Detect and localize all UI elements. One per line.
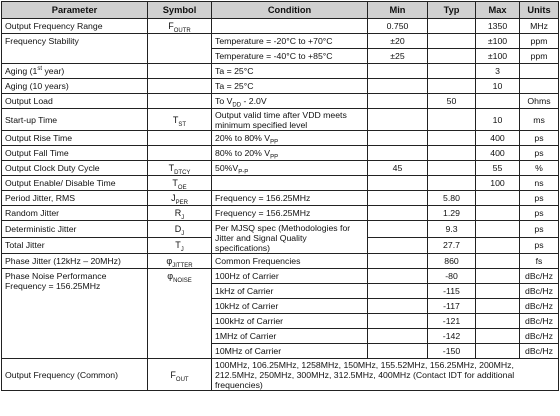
- symbol-main: D: [174, 223, 182, 234]
- symbol-sub: J: [181, 214, 185, 221]
- max-empty: [476, 314, 520, 329]
- symbol-sub: OUT: [175, 376, 189, 383]
- max-value: ±100: [476, 34, 520, 49]
- typ-value: -80: [428, 269, 476, 284]
- symbol-main: F: [170, 369, 176, 380]
- typ-value: -150: [428, 344, 476, 359]
- symbol-tdtcy: [148, 161, 212, 176]
- symbol-sub: ST: [178, 121, 187, 128]
- param-output-load: Output Load: [2, 94, 148, 109]
- typ-value: 1.29: [428, 206, 476, 221]
- max-value: 1350: [476, 19, 520, 34]
- symbol-empty: [148, 94, 212, 109]
- min-empty: [368, 206, 428, 221]
- units-value: ps: [520, 131, 559, 146]
- condition-fall-time: [212, 146, 368, 161]
- min-empty: [368, 254, 428, 269]
- param-startup-time: Start-up Time: [2, 109, 148, 131]
- symbol-tj: [148, 237, 212, 254]
- row-rise-time: [2, 131, 559, 146]
- condition-value: 100Hz of Carrier: [212, 269, 368, 284]
- row-phase-jitter: [2, 254, 559, 269]
- param-text-post: year): [42, 66, 65, 76]
- param-phase-noise: Phase Noise Performance Frequency = 156.25MHz: [2, 269, 148, 359]
- units-value: dBc/Hz: [520, 269, 559, 284]
- units-value: ps: [520, 191, 559, 206]
- typ-empty: [428, 109, 476, 131]
- min-empty: [368, 329, 428, 344]
- condition-text-post: - 2.0V: [241, 96, 267, 106]
- condition-sub: DD: [232, 102, 242, 109]
- max-empty: [476, 344, 520, 359]
- units-value: ns: [520, 176, 559, 191]
- min-empty: [368, 237, 428, 254]
- param-enable-time: Output Enable/ Disable Time: [2, 176, 148, 191]
- symbol-dj: [148, 221, 212, 238]
- units-value: dBc/Hz: [520, 314, 559, 329]
- param-random-jitter: Random Jitter: [2, 206, 148, 221]
- condition-value: 10kHz of Carrier: [212, 299, 368, 314]
- max-empty: [476, 237, 520, 254]
- min-empty: [368, 94, 428, 109]
- min-empty: [368, 191, 428, 206]
- row-output-frequency-range: [2, 19, 559, 34]
- units-value: dBc/Hz: [520, 299, 559, 314]
- max-value: 100: [476, 176, 520, 191]
- typ-value: 860: [428, 254, 476, 269]
- symbol-sub: OE: [177, 184, 187, 191]
- condition-empty: [212, 19, 368, 34]
- max-value: 400: [476, 146, 520, 161]
- units-value: dBc/Hz: [520, 329, 559, 344]
- header-units: Units: [520, 2, 559, 19]
- max-empty: [476, 329, 520, 344]
- symbol-main: F: [168, 21, 174, 31]
- param-aging-10-years: Aging (10 years): [2, 79, 148, 94]
- condition-output-load: [212, 94, 368, 109]
- symbol-sub: DTCY: [174, 169, 191, 176]
- header-condition: Condition: [212, 2, 368, 19]
- typ-value: 27.7: [428, 237, 476, 254]
- max-empty: [476, 254, 520, 269]
- condition-value: Frequency = 156.25MHz: [212, 191, 368, 206]
- header-row: [2, 2, 559, 19]
- typ-empty: [428, 161, 476, 176]
- symbol-main: T: [172, 178, 178, 188]
- condition-text: To V: [215, 96, 233, 106]
- typ-empty: [428, 49, 476, 64]
- max-value: 55: [476, 161, 520, 176]
- symbol-phi-jitter: [148, 254, 212, 269]
- typ-value: 50: [428, 94, 476, 109]
- units-value: ps: [520, 146, 559, 161]
- units-empty: [520, 79, 559, 94]
- param-aging-1st-year: [2, 64, 148, 79]
- symbol-sub: NOISE: [173, 277, 192, 284]
- symbol-foutr: [148, 19, 212, 34]
- typ-empty: [428, 79, 476, 94]
- units-value: %: [520, 161, 559, 176]
- min-value: 45: [368, 161, 428, 176]
- condition-common-frequencies: 100MHz, 106.25MHz, 1258MHz, 150MHz, 155.52MHz, 156.25MHz, 200MHz, 212.5MHz, 250MHz, 300MHz, 312.5MHz, 400MHz (Contact IDT for additional frequencies): [212, 359, 559, 391]
- condition-temp-1: Temperature = -20°C to +70°C: [212, 34, 368, 49]
- min-empty: [368, 131, 428, 146]
- param-period-jitter: Period Jitter, RMS: [2, 191, 148, 206]
- condition-value: 10MHz of Carrier: [212, 344, 368, 359]
- min-empty: [368, 109, 428, 131]
- row-period-jitter: [2, 191, 559, 206]
- param-duty-cycle: Output Clock Duty Cycle: [2, 161, 148, 176]
- symbol-jper: [148, 191, 212, 206]
- symbol-empty: [148, 79, 212, 94]
- symbol-sub: J: [181, 230, 185, 237]
- units-value: ppm: [520, 49, 559, 64]
- max-empty: [476, 299, 520, 314]
- min-empty: [368, 221, 428, 238]
- symbol-main: J: [171, 193, 176, 203]
- header-symbol: Symbol: [148, 2, 212, 19]
- min-empty: [368, 284, 428, 299]
- row-phase-noise-1: [2, 269, 559, 284]
- min-empty: [368, 64, 428, 79]
- typ-value: -115: [428, 284, 476, 299]
- symbol-empty: [148, 34, 212, 64]
- param-output-frequency-common: Output Frequency (Common): [2, 359, 148, 391]
- param-text: Aging (1: [5, 66, 38, 76]
- max-empty: [476, 206, 520, 221]
- condition-sub: P-P: [238, 169, 249, 176]
- condition-value: 100kHz of Carrier: [212, 314, 368, 329]
- row-random-jitter: [2, 206, 559, 221]
- symbol-sub: PER: [175, 199, 188, 206]
- row-aging-10-years: [2, 79, 559, 94]
- condition-rise-time: [212, 131, 368, 146]
- typ-value: -121: [428, 314, 476, 329]
- units-empty: [520, 64, 559, 79]
- units-value: ppm: [520, 34, 559, 49]
- condition-value: 1MHz of Carrier: [212, 329, 368, 344]
- param-rise-time: Output Rise Time: [2, 131, 148, 146]
- condition-value: Ta = 25°C: [212, 64, 368, 79]
- typ-value: 9.3: [428, 221, 476, 238]
- symbol-main: T: [175, 240, 181, 251]
- min-empty: [368, 314, 428, 329]
- symbol-phi-noise: [148, 269, 212, 359]
- min-empty: [368, 79, 428, 94]
- header-typ: Typ: [428, 2, 476, 19]
- units-value: dBc/Hz: [520, 284, 559, 299]
- row-output-frequency-common: [2, 359, 559, 391]
- symbol-tst: [148, 109, 212, 131]
- symbol-main: T: [172, 114, 179, 125]
- min-value: ±25: [368, 49, 428, 64]
- units-value: ps: [520, 237, 559, 254]
- condition-value: 1kHz of Carrier: [212, 284, 368, 299]
- condition-temp-2: Temperature = -40°C to +85°C: [212, 49, 368, 64]
- units-value: dBc/Hz: [520, 344, 559, 359]
- symbol-main: φ: [166, 256, 173, 266]
- row-deterministic-jitter: [2, 221, 559, 238]
- param-phase-jitter: Phase Jitter (12kHz – 20MHz): [2, 254, 148, 269]
- typ-value: -142: [428, 329, 476, 344]
- units-value: ms: [520, 109, 559, 131]
- param-sup: st: [37, 66, 43, 73]
- condition-text: 20% to 80% V: [215, 133, 271, 143]
- symbol-empty: [148, 131, 212, 146]
- min-value: ±20: [368, 34, 428, 49]
- typ-empty: [428, 176, 476, 191]
- condition-value: Ta = 25°C: [212, 79, 368, 94]
- row-duty-cycle: [2, 161, 559, 176]
- condition-value: Common Frequencies: [212, 254, 368, 269]
- condition-value: Output valid time after VDD meets minimum specified level: [212, 109, 368, 131]
- max-empty: [476, 269, 520, 284]
- min-empty: [368, 176, 428, 191]
- row-aging-1st-year: [2, 64, 559, 79]
- typ-value: 5.80: [428, 191, 476, 206]
- row-startup-time: [2, 109, 559, 131]
- max-empty: [476, 221, 520, 238]
- symbol-main: φ: [167, 271, 174, 281]
- max-value: 10: [476, 109, 520, 131]
- header-parameter: Parameter: [2, 2, 148, 19]
- min-empty: [368, 299, 428, 314]
- condition-sub: PP: [270, 154, 279, 161]
- row-enable-time: [2, 176, 559, 191]
- units-value: fs: [520, 254, 559, 269]
- symbol-sub: J: [180, 247, 184, 254]
- max-value: ±100: [476, 49, 520, 64]
- symbol-main: R: [174, 208, 182, 218]
- max-value: 10: [476, 79, 520, 94]
- condition-sub: PP: [270, 139, 279, 146]
- units-value: ps: [520, 206, 559, 221]
- typ-empty: [428, 131, 476, 146]
- symbol-empty: [148, 64, 212, 79]
- min-empty: [368, 344, 428, 359]
- typ-empty: [428, 64, 476, 79]
- row-fall-time: [2, 146, 559, 161]
- max-value: 3: [476, 64, 520, 79]
- param-deterministic-jitter: Deterministic Jitter: [2, 221, 148, 238]
- header-max: Max: [476, 2, 520, 19]
- row-output-load: [2, 94, 559, 109]
- units-value: ps: [520, 221, 559, 238]
- header-min: Min: [368, 2, 428, 19]
- max-empty: [476, 284, 520, 299]
- max-empty: [476, 94, 520, 109]
- param-output-frequency-range: Output Frequency Range: [2, 19, 148, 34]
- condition-text: 80% to 20% V: [215, 148, 271, 158]
- typ-empty: [428, 34, 476, 49]
- param-fall-time: Output Fall Time: [2, 146, 148, 161]
- symbol-main: T: [168, 163, 175, 173]
- param-total-jitter: Total Jitter: [2, 237, 148, 254]
- units-value: Ohms: [520, 94, 559, 109]
- param-frequency-stability: Frequency Stability: [2, 34, 148, 64]
- units-value: MHz: [520, 19, 559, 34]
- condition-empty: [212, 176, 368, 191]
- condition-text: 50%V: [215, 163, 239, 173]
- typ-value: -117: [428, 299, 476, 314]
- row-frequency-stability-1: [2, 34, 559, 49]
- symbol-toe: [148, 176, 212, 191]
- max-value: 400: [476, 131, 520, 146]
- typ-empty: [428, 146, 476, 161]
- typ-empty: [428, 19, 476, 34]
- condition-duty-cycle: [212, 161, 368, 176]
- min-value: 0.750: [368, 19, 428, 34]
- specifications-table: [1, 1, 559, 391]
- max-empty: [476, 191, 520, 206]
- min-empty: [368, 269, 428, 284]
- symbol-rj: [148, 206, 212, 221]
- symbol-sub: JITTER: [172, 262, 193, 269]
- condition-value: Frequency = 156.25MHz: [212, 206, 368, 221]
- symbol-empty: [148, 146, 212, 161]
- min-empty: [368, 146, 428, 161]
- symbol-fout: [148, 359, 212, 391]
- condition-mjsq: Per MJSQ spec (Methodologies for Jitter and Signal Quality specifications): [212, 221, 368, 254]
- symbol-sub: OUTR: [173, 27, 191, 34]
